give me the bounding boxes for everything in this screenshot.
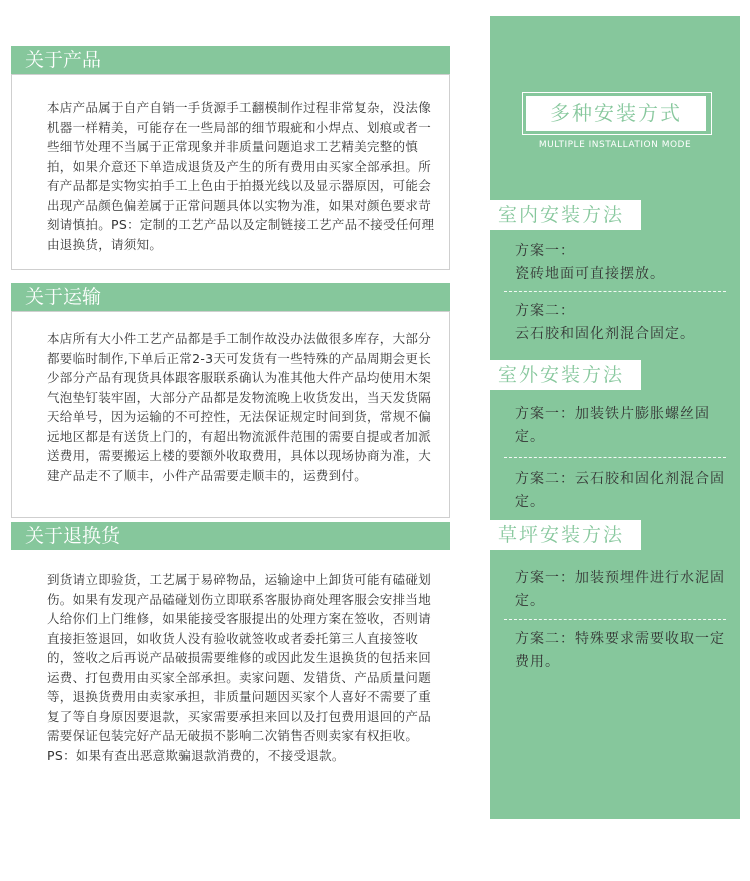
option-indoor-2: 方案二： 云石胶和固化剂混合固定。 [515, 303, 695, 342]
section-title: 关于运输 [11, 283, 450, 311]
install-panel [490, 16, 740, 819]
section-title: 关于产品 [11, 46, 450, 74]
divider [504, 457, 726, 458]
section-title: 关于退换货 [11, 522, 450, 550]
divider [504, 291, 726, 292]
section-body: 本店产品属于自产自销一手货源手工翻模制作过程非常复杂，没法像机器一样精美，可能存在一些局部的细节瑕疵和小焊点、划痕或者一些细节处理不当属于正常现象并非质量问题追求工艺精美完整的慎拍，如果介意还下单造成退货及产生的所有费用由买家全部承担。所有产品都是实物实拍手工上色由于拍摄光线以及显示器原因，可能会出现产品颜色偏差属于正常问题具体以实物为准，如果对颜色要求苛刻请慎拍。PS：定制的工艺产品以及定制链接工艺产品不接受任何理由退换货，请须知。 [47, 100, 435, 252]
install-subtitle: MULTIPLE INSTALLATION MODE [538, 140, 692, 150]
option-outdoor-2: 方案二：云石胶和固化剂混合固定。 [515, 471, 725, 510]
install-title: 多种安装方式 [526, 96, 706, 131]
section-body: 本店所有大小件工艺产品都是手工制作故没办法做很多库存，大部分都要临时制作,下单后正常2-3天可发货有一些特殊的产品周期会更长少部分产品有现货具体跟客服联系确认为准其他大件产品均使用木架气泡垫钉装牢固，大部分产品都是发物流晚上收货发出，当天发货隔天给单号，因为运输的不可控性，无法保证规定时间到货，常规不偏远地区都是有送货上门的，有超出物流派件范围的需要自提或者加派送费用，需要搬运上楼的要额外收取费用，具体以现场协商为准，大建产品走不了顺丰，小件产品需要走顺丰的，运费到付。 [47, 331, 432, 483]
option-indoor-1: 方案一： 瓷砖地面可直接摆放。 [515, 243, 665, 282]
section-body: 到货请立即验货，工艺属于易碎物品，运输途中上卸货可能有磕碰划伤。如果有发现产品磕碰划伤立即联系客服协商处理客服会安排当地人给你们上门维修，如果能接受客服提出的处理方案在签收，否则请直接拒签退回，如收货人没有验收就签收或者委托第三人直接签收的，签收之后再说产品破损需要维修的或因此发生退换货的包括来回运费、打包费用由买家全部承担。卖家问题、发错货、产品质量问题等，退换货费用由卖家承担，非质量问题因买家个人喜好不需要了重复了等自身原因要退款，买家需要承担来回以及打包费用退回的产品需要保证包装完好产品无破损不影响二次销售否则卖家有权拒收。PS：如果有查出恶意欺骗退款消费的，不接受退款。 [47, 572, 432, 763]
category-lawn: 草坪安装方法 [490, 520, 641, 550]
option-lawn-1: 方案一：加装预埋件进行水泥固定。 [515, 570, 725, 609]
divider [504, 619, 726, 620]
option-lawn-2: 方案二：特殊要求需要收取一定费用。 [515, 631, 725, 670]
option-outdoor-1: 方案一：加装铁片膨胀螺丝固定。 [515, 406, 710, 445]
category-outdoor: 室外安装方法 [490, 360, 641, 390]
category-indoor: 室内安装方法 [490, 200, 641, 230]
